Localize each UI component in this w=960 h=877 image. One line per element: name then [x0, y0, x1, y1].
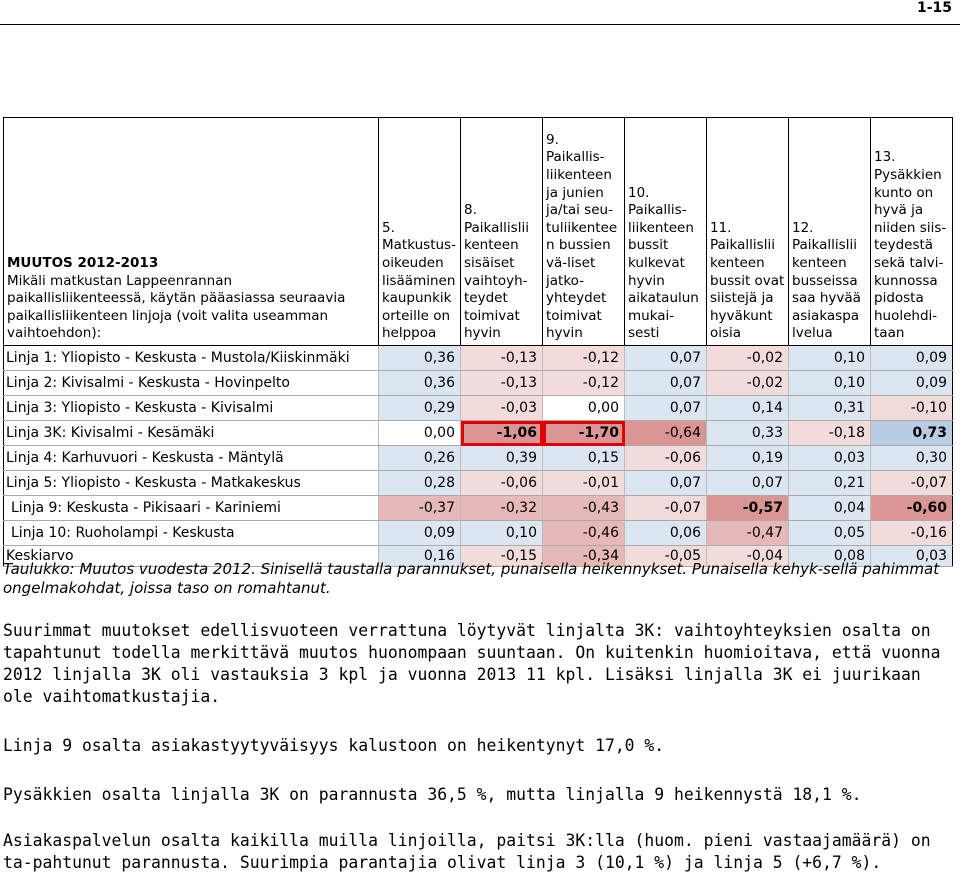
table-cell: 0,19 — [707, 446, 789, 471]
header-rule — [0, 24, 960, 25]
table-cell: 0,07 — [625, 471, 707, 496]
table-cell: 0,39 — [461, 446, 543, 471]
table-cell: -0,02 — [707, 346, 789, 371]
table-cell: 0,08 — [789, 546, 871, 567]
column-header: 5. Matkustus-oikeuden lisääminen kaupunkik orteille on helppoa — [379, 118, 461, 346]
row-label: Linja 3: Yliopisto - Keskusta - Kivisalmi — [4, 396, 379, 421]
column-header: 12. Paikallislii kenteen busseissa saa hyvää asiakaspa lvelua — [789, 118, 871, 346]
table-cell: 0,05 — [789, 521, 871, 546]
table-cell: -0,57 — [707, 496, 789, 521]
table-cell: 0,09 — [871, 346, 953, 371]
paragraph-1: Suurimmat muutokset edellisvuoteen verrattuna löytyvät linjalta 3K: vaihtoyhteyksien osalta on tapahtunut todella merkittävä muutos huonompaan suuntaan. On kuitenkin huomioitava, että vuonna 2012 linjalla 3K oli vastauksia 3 kpl ja vuonna 2013 11 kpl. Lisäksi linjalla 3K ei juurikaan ole vaihtomatkustajia. — [3, 621, 941, 706]
table-cell: 0,10 — [789, 371, 871, 396]
table-cell: 0,15 — [543, 446, 625, 471]
table-cell: 0,29 — [379, 396, 461, 421]
column-header: 13. Pysäkkien kunto on hyvä ja niiden siis-teydestä sekä talvi-kunnossa pidosta huolehdi-taan — [871, 118, 953, 346]
table-cell: 0,73 — [871, 421, 953, 446]
table-cell: 0,06 — [625, 521, 707, 546]
table-cell: 0,36 — [379, 371, 461, 396]
table-cell: 0,21 — [789, 471, 871, 496]
row-label: Keskiarvo — [4, 546, 379, 567]
row-label: Linja 1: Yliopisto - Keskusta - Mustola/Kiiskinmäki — [4, 346, 379, 371]
table-row — [4, 521, 953, 546]
table-cell: -0,15 — [461, 546, 543, 567]
table-cell: -0,04 — [707, 546, 789, 567]
table-cell: 0,00 — [379, 421, 461, 446]
table-cell: 0,09 — [871, 371, 953, 396]
table-row — [4, 496, 953, 521]
table-cell: -0,43 — [543, 496, 625, 521]
table-cell: -0,12 — [543, 346, 625, 371]
row-label: Linja 9: Keskusta - Pikisaari - Kariniemi — [4, 496, 379, 521]
table-cell: -0,12 — [543, 371, 625, 396]
row-label: Linja 3K: Kivisalmi - Kesämäki — [4, 421, 379, 446]
paragraph-2: Linja 9 osalta asiakastyytyväisyys kalustoon on heikentynyt 17,0 %. — [3, 736, 665, 755]
table-cell: 0,30 — [871, 446, 953, 471]
table-cell: -0,37 — [379, 496, 461, 521]
table-cell: 0,36 — [379, 346, 461, 371]
column-header: 10. Paikallis-liikenteen bussit kulkevat hyvin aikataulun mukai-sesti — [625, 118, 707, 346]
table-cell: 0,07 — [625, 371, 707, 396]
results-table — [3, 117, 953, 567]
table-cell: -0,32 — [461, 496, 543, 521]
table-cell: -0,05 — [625, 546, 707, 567]
table-row — [4, 446, 953, 471]
table-cell: -0,60 — [871, 496, 953, 521]
table-cell: -0,13 — [461, 346, 543, 371]
row-label: Linja 2: Kivisalmi - Keskusta - Hovinpelto — [4, 371, 379, 396]
table-cell: 0,03 — [871, 546, 953, 567]
table-cell: -0,46 — [543, 521, 625, 546]
table-corner-header — [4, 118, 379, 346]
row-label: Linja 10: Ruoholampi - Keskusta — [4, 521, 379, 546]
page-number: 1-15 — [916, 0, 952, 16]
table-cell: 0,31 — [789, 396, 871, 421]
table-cell: -0,03 — [461, 396, 543, 421]
table-cell: -0,64 — [625, 421, 707, 446]
table-cell: -0,02 — [707, 371, 789, 396]
table-cell: 0,00 — [543, 396, 625, 421]
table-cell: 0,03 — [789, 446, 871, 471]
table-row — [4, 371, 953, 396]
table-cell: 0,28 — [379, 471, 461, 496]
table-cell: 0,07 — [625, 346, 707, 371]
table-cell: -0,07 — [625, 496, 707, 521]
table-question: Mikäli matkustan Lappeenrannan paikallisliikenteessä, käytän pääasiassa seuraavia paikallisliikenteen linjoja (voit valita useamman vaihtoehdon): — [7, 272, 346, 342]
table-cell: -0,06 — [461, 471, 543, 496]
table-cell: -1,70 — [543, 421, 625, 446]
table-cell: -0,06 — [625, 446, 707, 471]
table-cell: 0,10 — [461, 521, 543, 546]
table-cell: -0,01 — [543, 471, 625, 496]
table-cell: -0,34 — [543, 546, 625, 567]
table-cell: 0,16 — [379, 546, 461, 567]
table-cell: 0,04 — [789, 496, 871, 521]
table-cell: 0,14 — [707, 396, 789, 421]
table-cell: 0,07 — [625, 396, 707, 421]
table-cell: -0,10 — [871, 396, 953, 421]
row-label: Linja 4: Karhuvuori - Keskusta - Mäntylä — [4, 446, 379, 471]
table-cell: 0,09 — [379, 521, 461, 546]
table-cell: 0,26 — [379, 446, 461, 471]
table-title: MUUTOS 2012-2013 — [7, 255, 159, 272]
row-label: Linja 5: Yliopisto - Keskusta - Matkakeskus — [4, 471, 379, 496]
table-row — [4, 396, 953, 421]
column-header: 11. Paikallislii kenteen bussit ovat siistejä ja hyväkunt oisia — [707, 118, 789, 346]
column-header: 8. Paikallislii kenteen sisäiset vaihtoyh-teydet toimivat hyvin — [461, 118, 543, 346]
paragraph-3: Pysäkkien osalta linjalla 3K on parannusta 36,5 %, mutta linjalla 9 heikennystä 18,1 %. — [3, 785, 862, 804]
table-cell: -0,07 — [871, 471, 953, 496]
table-cell: -1,06 — [461, 421, 543, 446]
table-cell: -0,16 — [871, 521, 953, 546]
paragraph-4: Asiakaspalvelun osalta kaikilla muilla linjoilla, paitsi 3K:lla (huom. pieni vastaajamäärä) on ta-pahtunut parannusta. Suurimpia parantajia olivat linja 3 (10,1 %) ja linja 5 (+6,7 %). — [3, 831, 931, 872]
table-cell: -0,18 — [789, 421, 871, 446]
column-header: 9. Paikallis-liikenteen ja junien ja/tai seu-tuliikentee n bussien vä-liset jatko-yhteydet toimivat hyvin — [543, 118, 625, 346]
table-cell: 0,10 — [789, 346, 871, 371]
table-cell: -0,13 — [461, 371, 543, 396]
table-row — [4, 421, 953, 446]
table-caption: Taulukko: Muutos vuodesta 2012. Sinisellä taustalla parannukset, punaisella heikennykset. Punaisella kehyk-sellä pahimmat ongelmakohdat, joissa taso on romahtanut. — [3, 560, 940, 597]
table-cell: 0,33 — [707, 421, 789, 446]
table-row — [4, 471, 953, 496]
table-cell: 0,07 — [707, 471, 789, 496]
table-cell: -0,47 — [707, 521, 789, 546]
table-row — [4, 346, 953, 371]
